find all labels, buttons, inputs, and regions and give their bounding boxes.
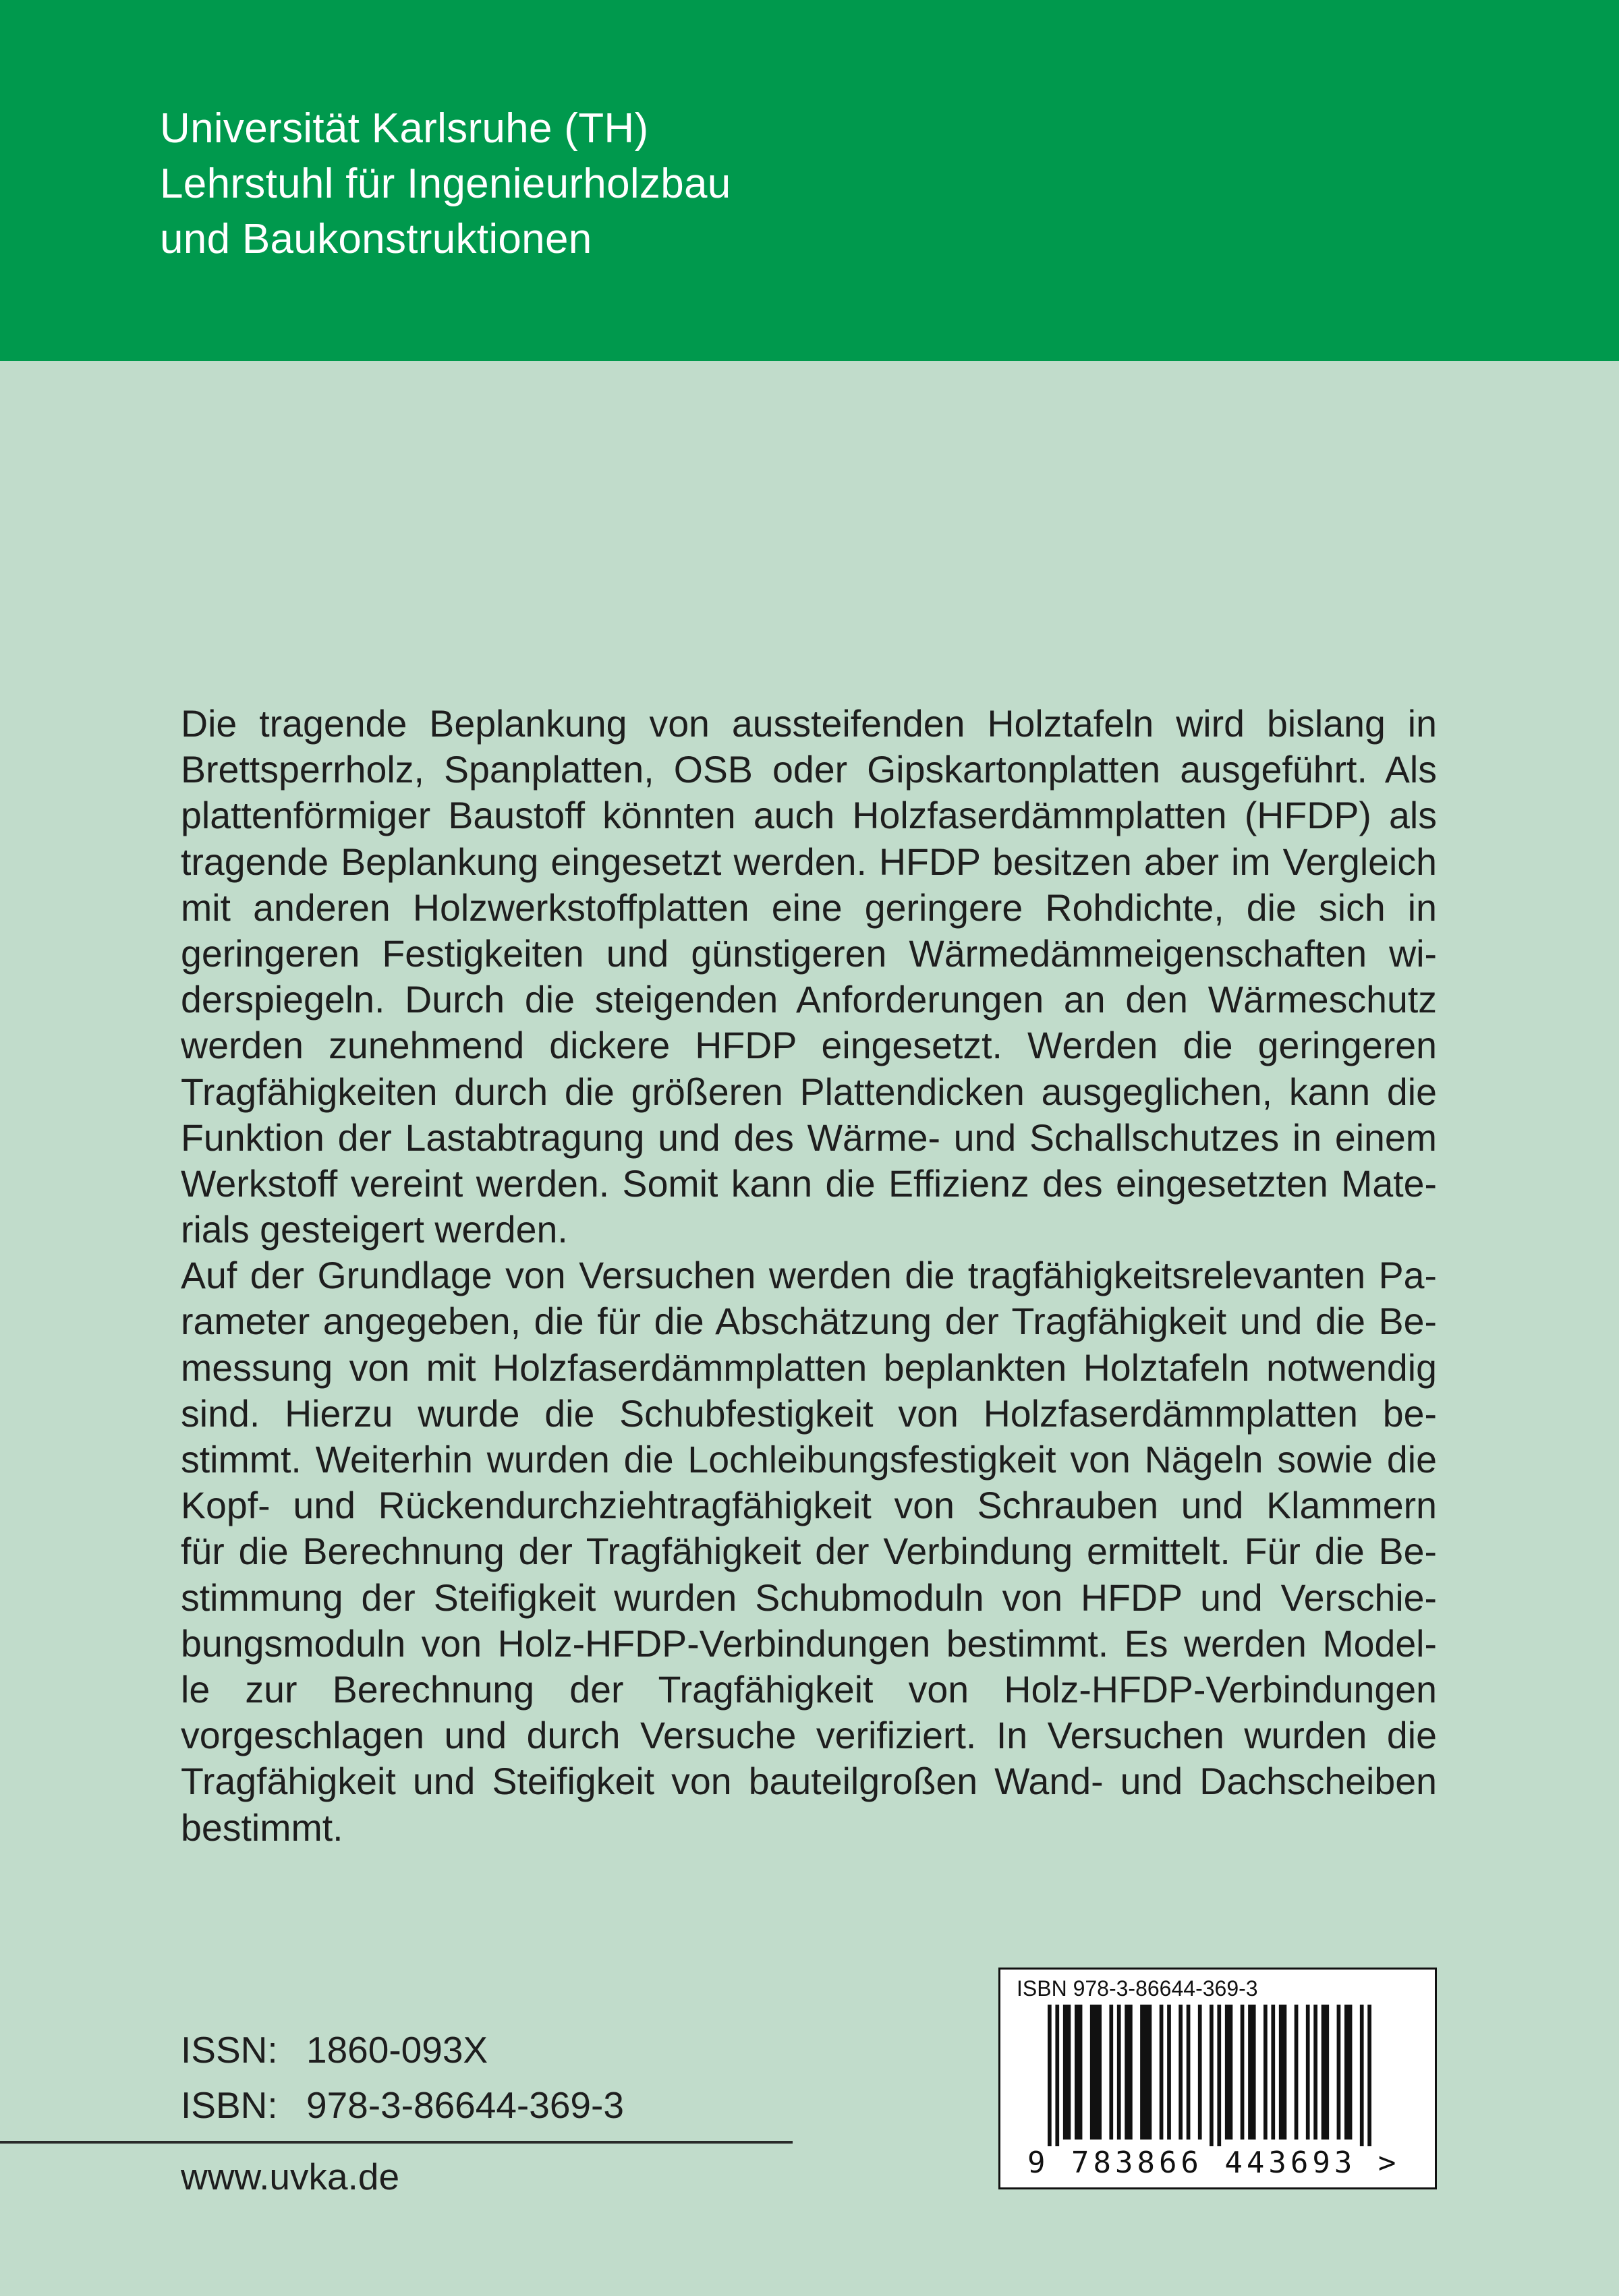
text-line: stimmt. Weiterhin wurden die Lochleibungsfestigkeit von Nägeln sowie die [181,1439,1437,1481]
text-line: bungsmoduln von Holz-HFDP-Verbindungen bestimmt. Es werden Model- [181,1622,1437,1665]
barcode-bar [1313,2005,1317,2140]
text-line: für die Berechnung der Tragfähigkeit der Verbindung ermittelt. Für die Be- [181,1530,1437,1573]
text-line: mit anderen Holzwerkstoffplatten eine geringere Rohdichte, die sich in [181,886,1437,929]
text-line: werden zunehmend dickere HFDP eingesetzt. Werden die geringeren [181,1025,1437,1067]
website-url: www.uvka.de [181,2156,400,2198]
isbn-value: 978-3-86644-369-3 [306,2084,624,2126]
chair-name-continued: und Baukonstruktionen [160,216,592,262]
divider-line [0,2141,793,2144]
barcode-bar [1241,2005,1245,2140]
university-name: Universität Karlsruhe (TH) [160,105,649,152]
barcode-bar [1367,2005,1371,2146]
barcode-bar [1279,2005,1286,2140]
barcode-bar [1306,2005,1310,2140]
barcode-bar [1217,2005,1221,2146]
barcode-bar [1167,2005,1171,2140]
text-line: rials gesteigert werden. [181,1209,568,1251]
barcode-bar [1117,2005,1121,2140]
publisher-block [160,101,731,267]
barcode-bar [1063,2005,1071,2140]
barcode-bars [1048,2005,1385,2146]
text-line: Brettsperrholz, Spanplatten, OSB oder Gipskartonplatten ausgeführt. Als [181,749,1437,791]
text-line: tragende Beplankung eingesetzt werden. HFDP besitzen aber im Vergleich [181,840,1437,883]
barcode-bar [1055,2005,1059,2146]
barcode-bar [1140,2005,1152,2140]
abstract-paragraph [181,1253,1437,1850]
text-line: le zur Berechnung der Tragfähigkeit von Holz-HFDP-Verbindungen [181,1668,1437,1711]
isbn-row [181,2077,624,2133]
issn-value: 1860-093X [306,2029,488,2071]
barcode-bar [1263,2005,1268,2140]
text-line: messung von mit Holzfaserdämmplatten beplankten Holztafeln notwendig [181,1346,1437,1389]
barcode-bar [1295,2005,1299,2140]
barcode-bar [1075,2005,1082,2140]
barcode-bar [1271,2005,1275,2140]
chair-name: Lehrstuhl für Ingenieurholzbau [160,161,731,207]
text-line: geringeren Festigkeiten und günstigeren Wärmedämmeigenschaften wi- [181,932,1437,975]
barcode-digits: 9 783866 443693 > [1027,2146,1400,2180]
text-line: Auf der Grundlage von Versuchen werden die tragfähigkeitsrelevanten Pa- [181,1255,1437,1297]
abstract-text [181,701,1437,1851]
identifiers-block [181,2022,624,2133]
barcode-bar [1322,2005,1329,2140]
text-line: derspiegeln. Durch die steigenden Anforderungen an den Wärmeschutz [181,979,1437,1021]
isbn-label: ISBN: [181,2084,278,2126]
text-line: Werkstoff vereint werden. Somit kann die Effizienz des eingesetzten Mate- [181,1162,1437,1205]
barcode-bar [1198,2005,1202,2140]
text-line: rameter angegeben, die für die Abschätzung der Tragfähigkeit und die Be- [181,1300,1437,1343]
barcode-bar [1337,2005,1341,2140]
text-line: Funktion der Lastabtragung und des Wärme- und Schallschutzes in einem [181,1116,1437,1159]
barcode-bar [1125,2005,1132,2140]
barcode-bar [1090,2005,1102,2140]
barcode-bar [1210,2005,1214,2146]
text-line: vorgeschlagen und durch Versuche verifiziert. In Versuchen wurden die [181,1715,1437,1757]
issn-row [181,2022,624,2077]
text-line: sind. Hierzu wurde die Schubfestigkeit von Holzfaserdämmplatten be- [181,1392,1437,1435]
abstract-paragraph [181,701,1437,1253]
barcode-bar [1109,2005,1113,2140]
barcode-bar [1187,2005,1191,2140]
barcode-isbn-text: ISBN 978-3-86644-369-3 [1017,1976,1258,2001]
header-band [0,0,1619,361]
barcode-bar [1248,2005,1255,2140]
issn-label: ISSN: [181,2029,278,2071]
barcode-bar [1048,2005,1052,2146]
barcode-bar [1344,2005,1352,2140]
text-line: stimmung der Steifigkeit wurden Schubmoduln von HFDP und Verschie- [181,1576,1437,1619]
text-line: Kopf- und Rückendurchziehtragfähigkeit von Schrauben und Klammern [181,1485,1437,1527]
text-line: Tragfähigkeit und Steifigkeit von bauteilgroßen Wand- und Dachscheiben [181,1760,1437,1803]
barcode-bar [1160,2005,1164,2140]
barcode-bar [1225,2005,1232,2140]
barcode-bar [1360,2005,1364,2146]
text-line: bestimmt. [181,1806,343,1849]
text-line: Die tragende Beplankung von aussteifenden Holztafeln wird bislang in [181,703,1437,745]
barcode-bar [1178,2005,1183,2140]
barcode-box [998,1968,1437,2189]
text-line: plattenförmiger Baustoff könnten auch Holzfaserdämmplatten (HFDP) als [181,795,1437,837]
text-line: Tragfähigkeiten durch die größeren Plattendicken ausgeglichen, kann die [181,1070,1437,1113]
